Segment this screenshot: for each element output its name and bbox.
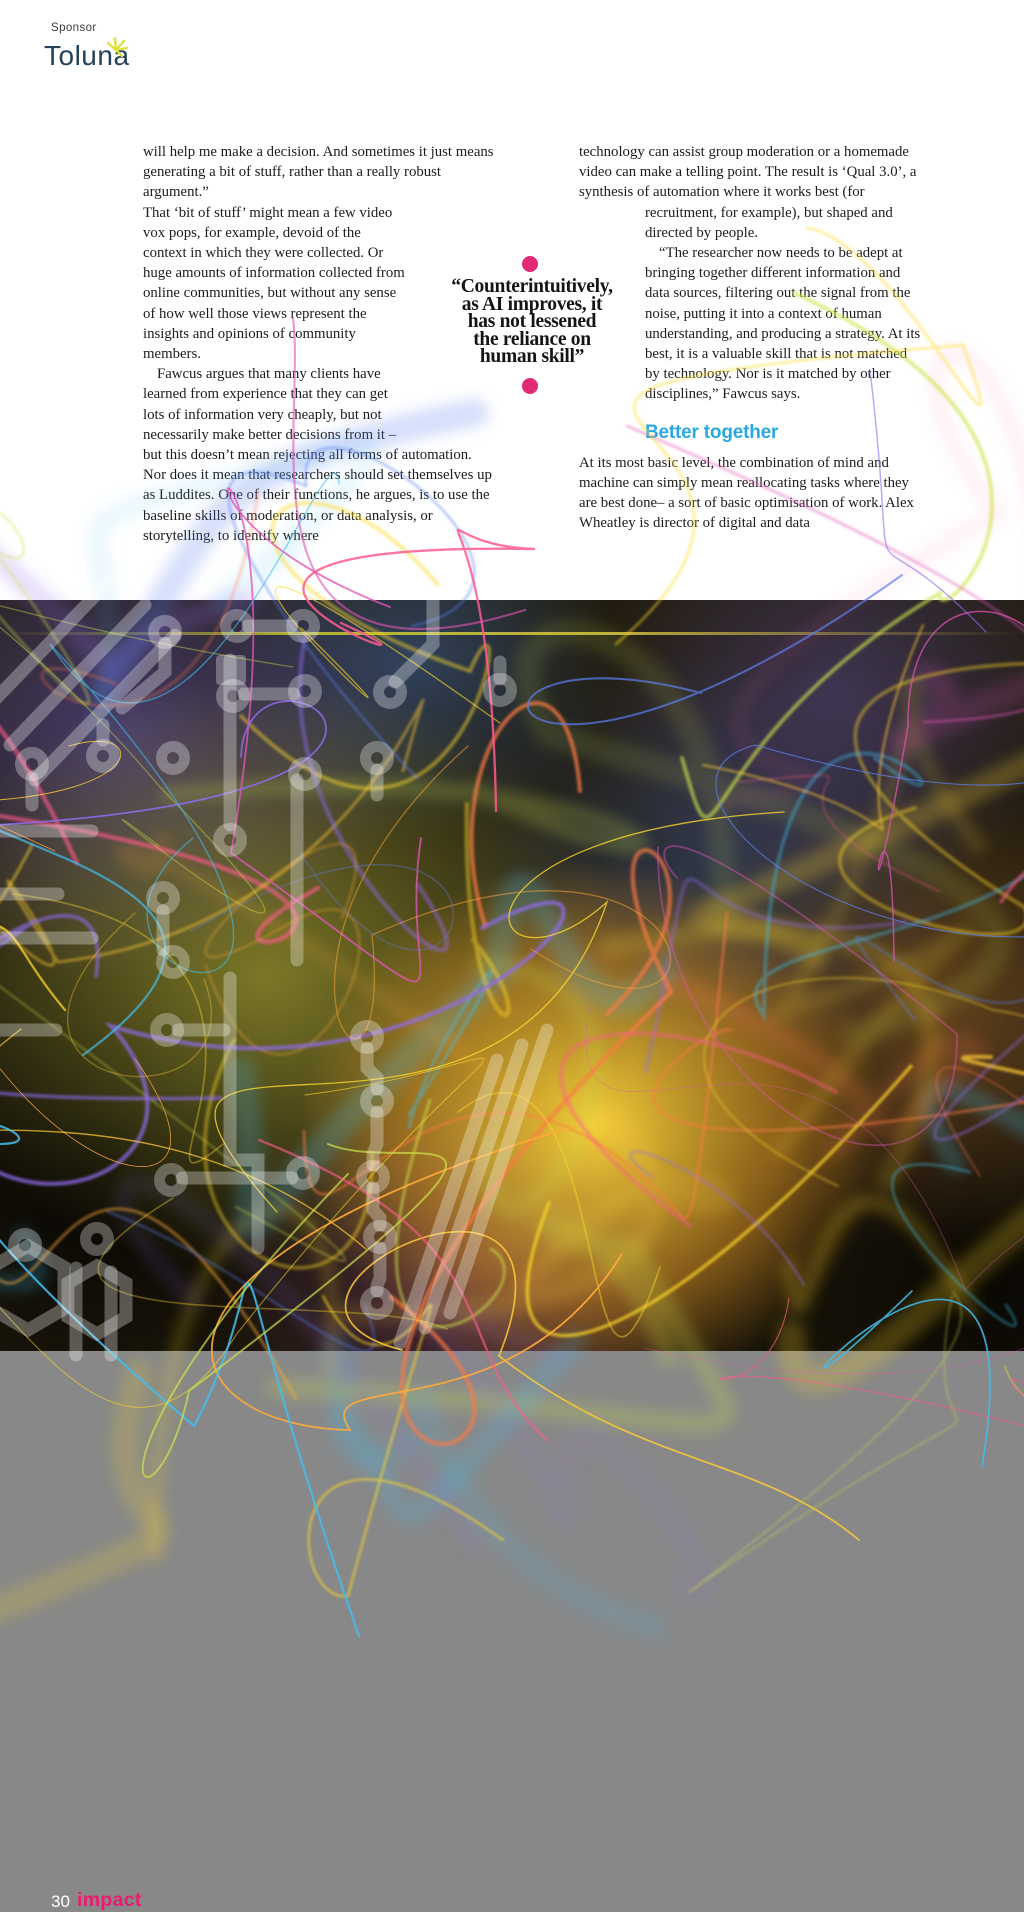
- quote-line: “Counterintuitively,: [451, 276, 613, 297]
- paragraph: will help me make a decision. And sometimes it just means generating a bit of stuff, rather than a really robust argument.”: [143, 144, 494, 201]
- circuit-pattern-overlay: [0, 600, 1024, 1351]
- paragraph: That ‘bit of stuff’ might mean a few video vox pops, for example, devoid of the context in which they were collected. Or huge amounts of information collected from online communities, but without any sense of how well those views represent the insights and opinions of community members.: [143, 204, 405, 363]
- toluna-logo: Toluna: [44, 40, 130, 71]
- sparkle-icon: [103, 35, 129, 66]
- paragraph: “The researcher now needs to be adept at bringing together different information and data sources, filtering out the signal from the noise, putting it into a context of human understanding, and producing a strategy. At its best, it is a valuable skill that is not matched by technology. Nor is it matched by other disciplines,” Fawcus says.: [645, 245, 921, 403]
- paragraph: At its most basic level, the combination of mind and machine can simply mean reallocating tasks where they are best done– a sort of basic optimisation of work. Alex Wheatley is director of digital and data: [579, 454, 914, 532]
- quote-line: human skill”: [479, 346, 585, 367]
- magazine-logo: impact: [77, 1889, 142, 1911]
- paragraph: Fawcus argues that many clients have learned from experience that they can get lots of information very cheaply, but not necessarily make better decisions from it – but this doesn’t mean rejecting all forms of automation. Nor does it mean that researchers should set themselves up as Luddites. One of their functions, he argues, is to use the baseline skills of moderation, or data analysis, or storytelling, to identify where: [143, 366, 492, 544]
- quote-dot-top: [522, 256, 538, 272]
- quote-dot-bottom: [522, 378, 538, 394]
- section-heading: Better together: [645, 421, 779, 443]
- page-number: 30: [51, 1892, 70, 1911]
- sponsor-label: Sponsor: [51, 22, 97, 34]
- quote-line: has not lessened: [467, 311, 597, 332]
- quote-line: as AI improves, it: [461, 293, 603, 315]
- hero-image: [0, 600, 1024, 1911]
- quote-line: the reliance on: [473, 328, 591, 350]
- paragraph: technology can assist group moderation or a homemade video can make a telling point. The result is ‘Qual 3.0’, a synthesis of automation where it works best (for recruitment, for example), but shaped and directed by people.: [579, 144, 917, 241]
- article-right-column: [579, 142, 923, 533]
